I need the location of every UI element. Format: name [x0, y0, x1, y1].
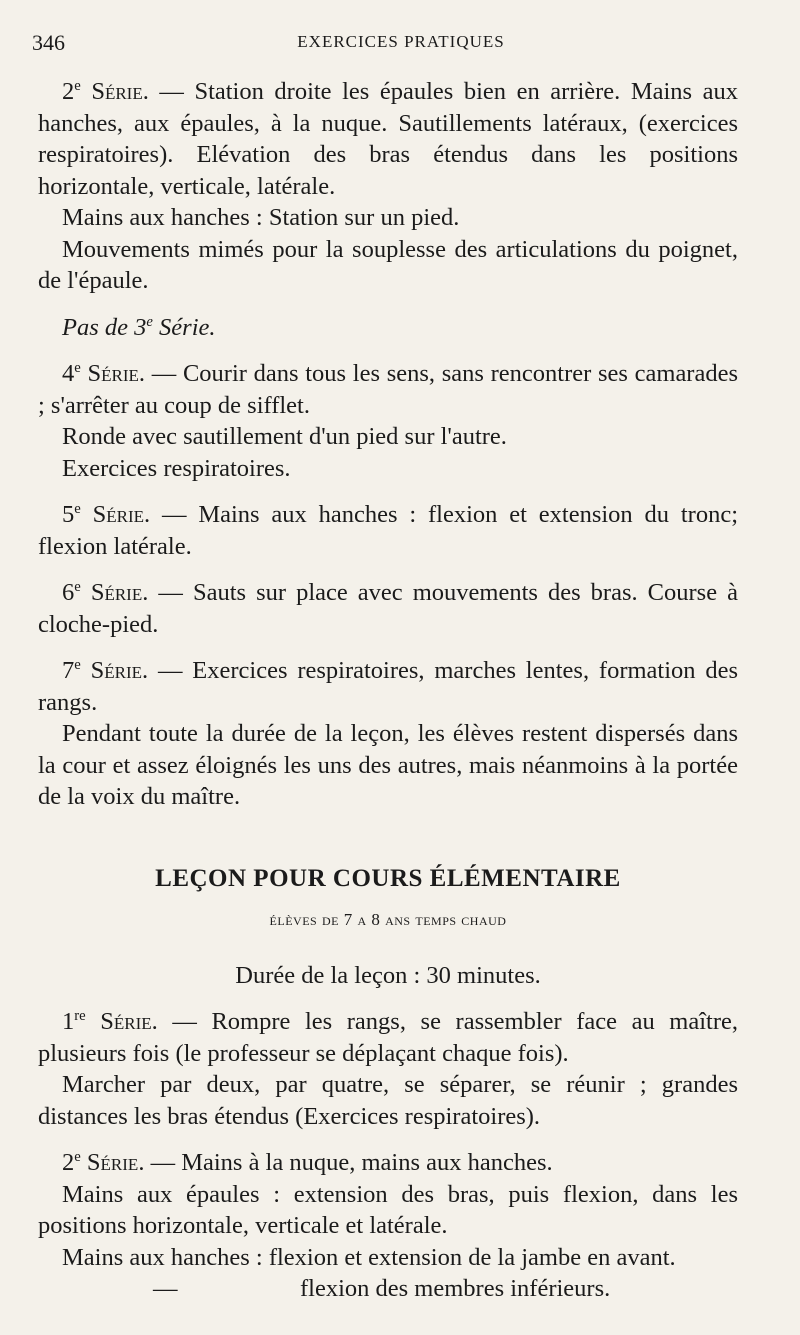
series-label: Série	[90, 657, 143, 684]
series-number: 1	[62, 1008, 75, 1035]
series-text: . — Rompre les rangs, se rassembler face au maître, plusieurs fois (le professeur se déplaçant chaque fois).	[38, 1008, 739, 1067]
paragraph: Mains aux hanches : flexion et extension de la jambe en avant.	[62, 1243, 676, 1271]
ordinal-suffix: e	[74, 77, 81, 94]
lesson-series-2-paragraph	[38, 1147, 738, 1179]
page-number: 346	[32, 30, 65, 55]
series-number: 6	[62, 579, 75, 606]
series-5-paragraph	[38, 499, 738, 562]
series-text: . — Sauts sur place avec mouvements des bras. Course à cloche-pied.	[38, 579, 738, 638]
paragraph: Marcher par deux, par quatre, se séparer, se réunir ; grandes distances les bras étendus (Exercices respiratoires).	[38, 1071, 738, 1130]
series-6-paragraph	[38, 577, 738, 640]
series-label: Série	[100, 1008, 152, 1035]
ditto-text: flexion des membres inférieurs.	[300, 1275, 611, 1302]
series-text: . — Exercices respiratoires, marches lentes, formation des rangs.	[38, 657, 739, 716]
series-7-paragraph	[38, 655, 738, 718]
ordinal-suffix: e	[74, 500, 81, 517]
ordinal-suffix: e	[74, 578, 81, 595]
lesson-series-1-paragraph	[38, 1006, 738, 1069]
paragraph: Exercices respiratoires.	[62, 454, 291, 482]
lesson-duration: Durée de la leçon : 30 minutes.	[235, 961, 541, 989]
ditto-dash: —	[153, 1275, 178, 1302]
series-number: 7	[62, 657, 75, 684]
ditto-line	[38, 1273, 738, 1305]
section-title: LEÇON POUR COURS ÉLÉMENTAIRE	[155, 864, 621, 892]
ordinal-suffix: re	[74, 1007, 86, 1024]
section-subtitle: élèves de 7 a 8 ans temps chaud	[269, 910, 507, 929]
page-header	[32, 30, 740, 60]
body-text	[38, 76, 738, 1305]
paragraph: Mains aux hanches : Station sur un pied.	[62, 204, 460, 231]
paragraph: Ronde avec sautillement d'un pied sur l'autre.	[62, 423, 507, 450]
series-number: 4	[62, 360, 75, 387]
series-number: 2	[62, 1149, 75, 1176]
ordinal-suffix: e	[74, 359, 81, 376]
series-label: Série	[92, 501, 145, 528]
series-label: Série	[87, 360, 139, 387]
series-text: . — Courir dans tous les sens, sans rencontrer ses camarades ; s'arrêter au coup de sifflet.	[38, 360, 739, 419]
ordinal-suffix: e	[146, 313, 153, 330]
series-text: . — Mains à la nuque, mains aux hanches.	[138, 1149, 553, 1176]
series-2-paragraph	[38, 76, 738, 202]
series-text: . — Mains aux hanches : flexion et extension du tronc; flexion latérale.	[38, 501, 738, 560]
series-number: 5	[62, 501, 75, 528]
pas-rest: Série.	[152, 313, 216, 341]
paragraph: Mouvements mimés pour la souplesse des articulations du poignet, de l'épaule.	[38, 235, 738, 294]
series-number: 2	[62, 78, 75, 105]
paragraph: Mains aux épaules : extension des bras, puis flexion, dans les positions horizontale, verticale et latérale.	[38, 1180, 738, 1239]
ordinal-suffix: e	[74, 656, 81, 673]
series-label: Série	[91, 78, 143, 105]
ordinal-suffix: e	[74, 1148, 81, 1165]
pas-prefix: Pas de 3	[62, 313, 147, 341]
series-label: Série	[86, 1149, 139, 1176]
pas-de-serie-3	[38, 312, 738, 344]
paragraph: Pendant toute la durée de la leçon, les élèves restent dispersés dans la cour et assez éloignés les uns des autres, mais néanmoins à la portée de la voix du maître.	[38, 720, 738, 810]
series-4-paragraph	[38, 358, 738, 421]
series-text: . — Station droite les épaules bien en arrière. Mains aux hanches, aux épaules, à la nuque. Sautillements latéraux, (exercices respiratoires). Elévation des bras étendus dans les positions horizontale, verticale, latérale.	[38, 78, 738, 200]
series-label: Série	[90, 579, 143, 606]
running-title: EXERCICES PRATIQUES	[297, 32, 505, 51]
